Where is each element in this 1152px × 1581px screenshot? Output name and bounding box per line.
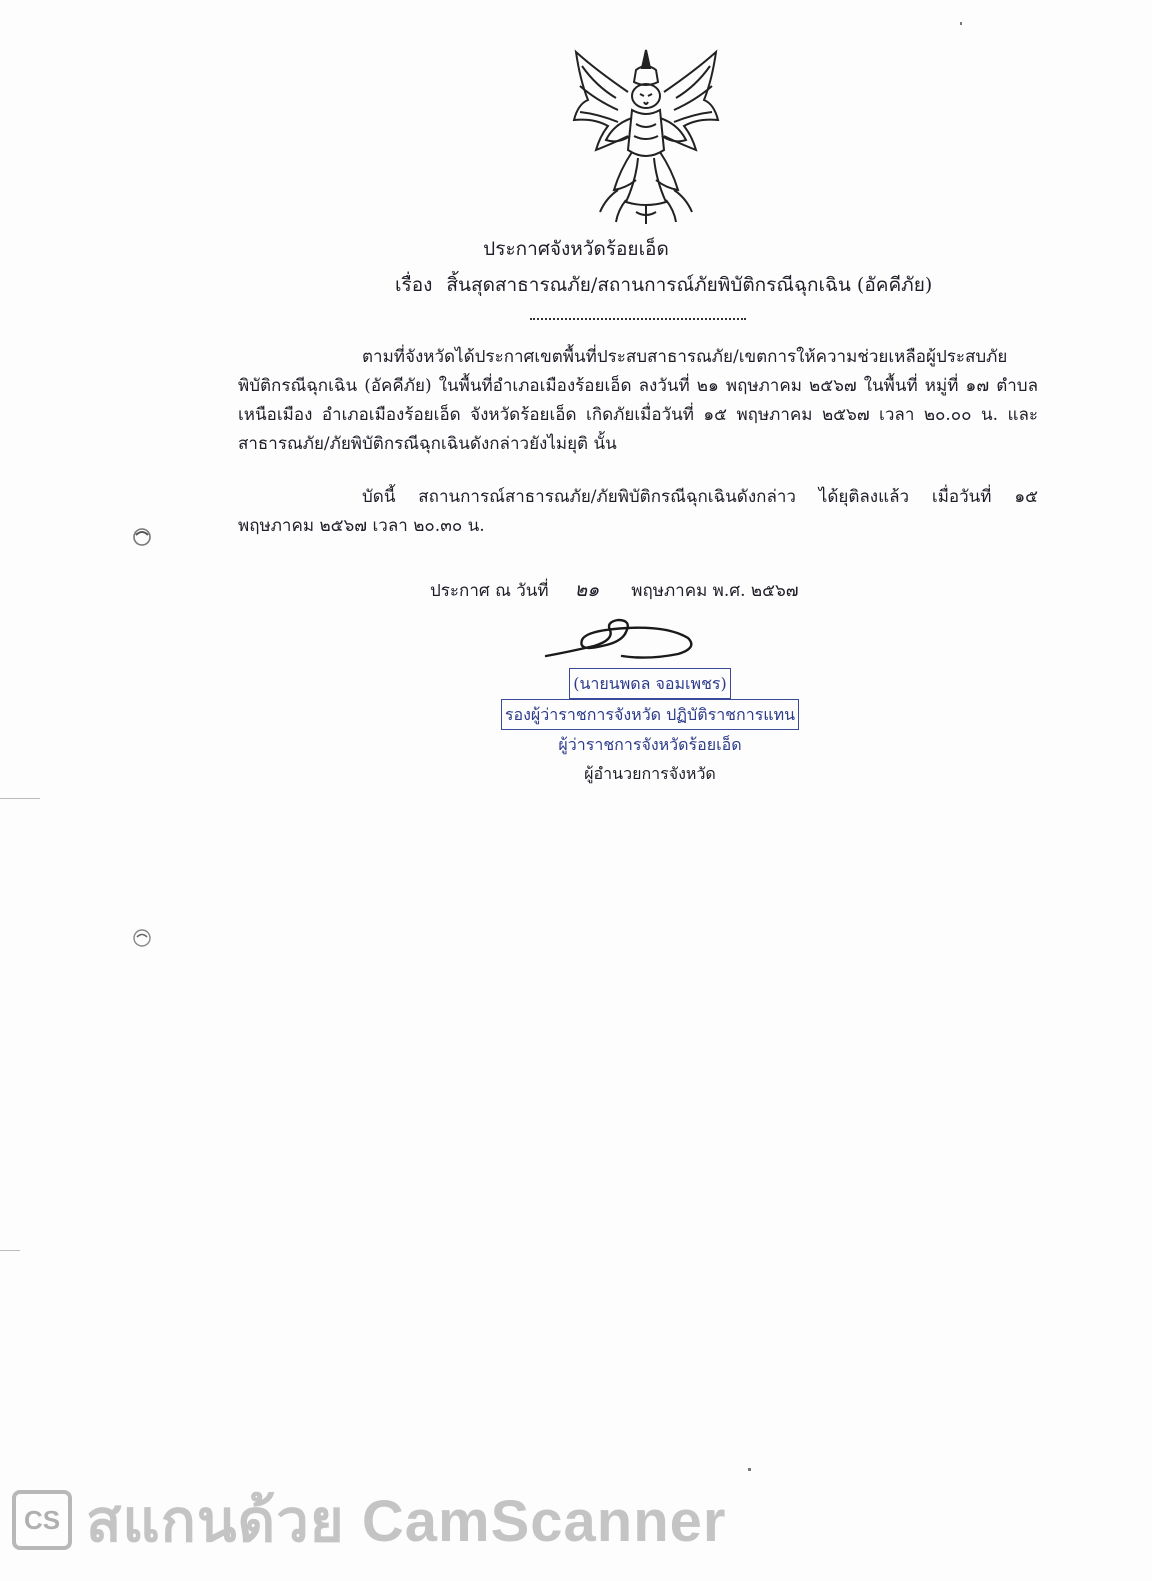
body-paragraph-2 <box>238 483 1038 541</box>
scan-edge-mark <box>0 798 40 799</box>
garuda-emblem-icon <box>566 40 726 225</box>
announcement-day: ๒๑ <box>574 579 600 601</box>
document-title: ประกาศจังหวัดร้อยเอ็ด <box>483 238 669 260</box>
announcement-date-line <box>430 575 799 605</box>
signature-block <box>490 668 810 788</box>
paragraph-1-text: ตามที่จังหวัดได้ประกาศเขตพื้นที่ประสบสาธารณภัย/เขตการให้ความช่วยเหลือผู้ประสบภัยพิบัติกรณีฉุกเฉิน (อัคคีภัย) ในพื้นที่อำเภอเมืองร้อยเอ็ด ลงวันที่ ๒๑ พฤษภาคม ๒๕๖๗ ในพื้นที่ หมู่ที่ ๑๗ ตำบลเหนือเมือง อำเภอเมืองร้อยเอ็ด จังหวัดร้อยเอ็ด เกิดภัยเมื่อวันที่ ๑๕ พฤษภาคม ๒๕๖๗ เวลา ๒๐.๐๐ น. และสาธารณภัย/ภัยพิบัติกรณีฉุกเฉินดังกล่าวยังไม่ยุติ นั้น <box>238 347 1038 454</box>
announcement-prefix: ประกาศ ณ วันที่ <box>430 581 549 601</box>
camscanner-watermark <box>12 1480 726 1560</box>
scan-speck <box>748 1468 751 1471</box>
announcement-month-year: พฤษภาคม พ.ศ. ๒๕๖๗ <box>631 581 799 601</box>
paragraph-2-text: บัดนี้ สถานการณ์สาธารณภัย/ภัยพิบัติกรณีฉุกเฉินดังกล่าว ได้ยุติลงแล้ว เมื่อวันที่ ๑๕ พฤษภาคม ๒๕๖๗ เวลา ๒๐.๓๐ น. <box>238 487 1038 536</box>
camscanner-logo-icon: CS <box>12 1490 72 1550</box>
signer-position-2: ผู้ว่าราชการจังหวัดร้อยเอ็ด <box>558 735 742 754</box>
subject-label: เรื่อง <box>395 274 433 296</box>
signer-name: (นายนพดล จอมเพชร) <box>569 668 731 699</box>
signer-position-3: ผู้อำนวยการจังหวัด <box>584 764 716 783</box>
subject-text: สิ้นสุดสาธารณภัย/สถานการณ์ภัยพิบัติกรณีฉุกเฉิน (อัคคีภัย) <box>446 274 933 296</box>
punch-hole-icon <box>131 526 153 548</box>
separator-dotted-line <box>530 318 746 320</box>
document-subject <box>395 270 932 300</box>
signer-position-1: รองผู้ว่าราชการจังหวัด ปฏิบัติราชการแทน <box>501 699 799 730</box>
handwritten-signature <box>538 612 698 662</box>
scan-edge-mark <box>0 1250 20 1251</box>
watermark-text: สแกนด้วย CamScanner <box>86 1488 727 1554</box>
body-paragraph-1 <box>238 343 1038 459</box>
scan-speck <box>960 22 962 25</box>
punch-hole-icon <box>131 927 153 949</box>
